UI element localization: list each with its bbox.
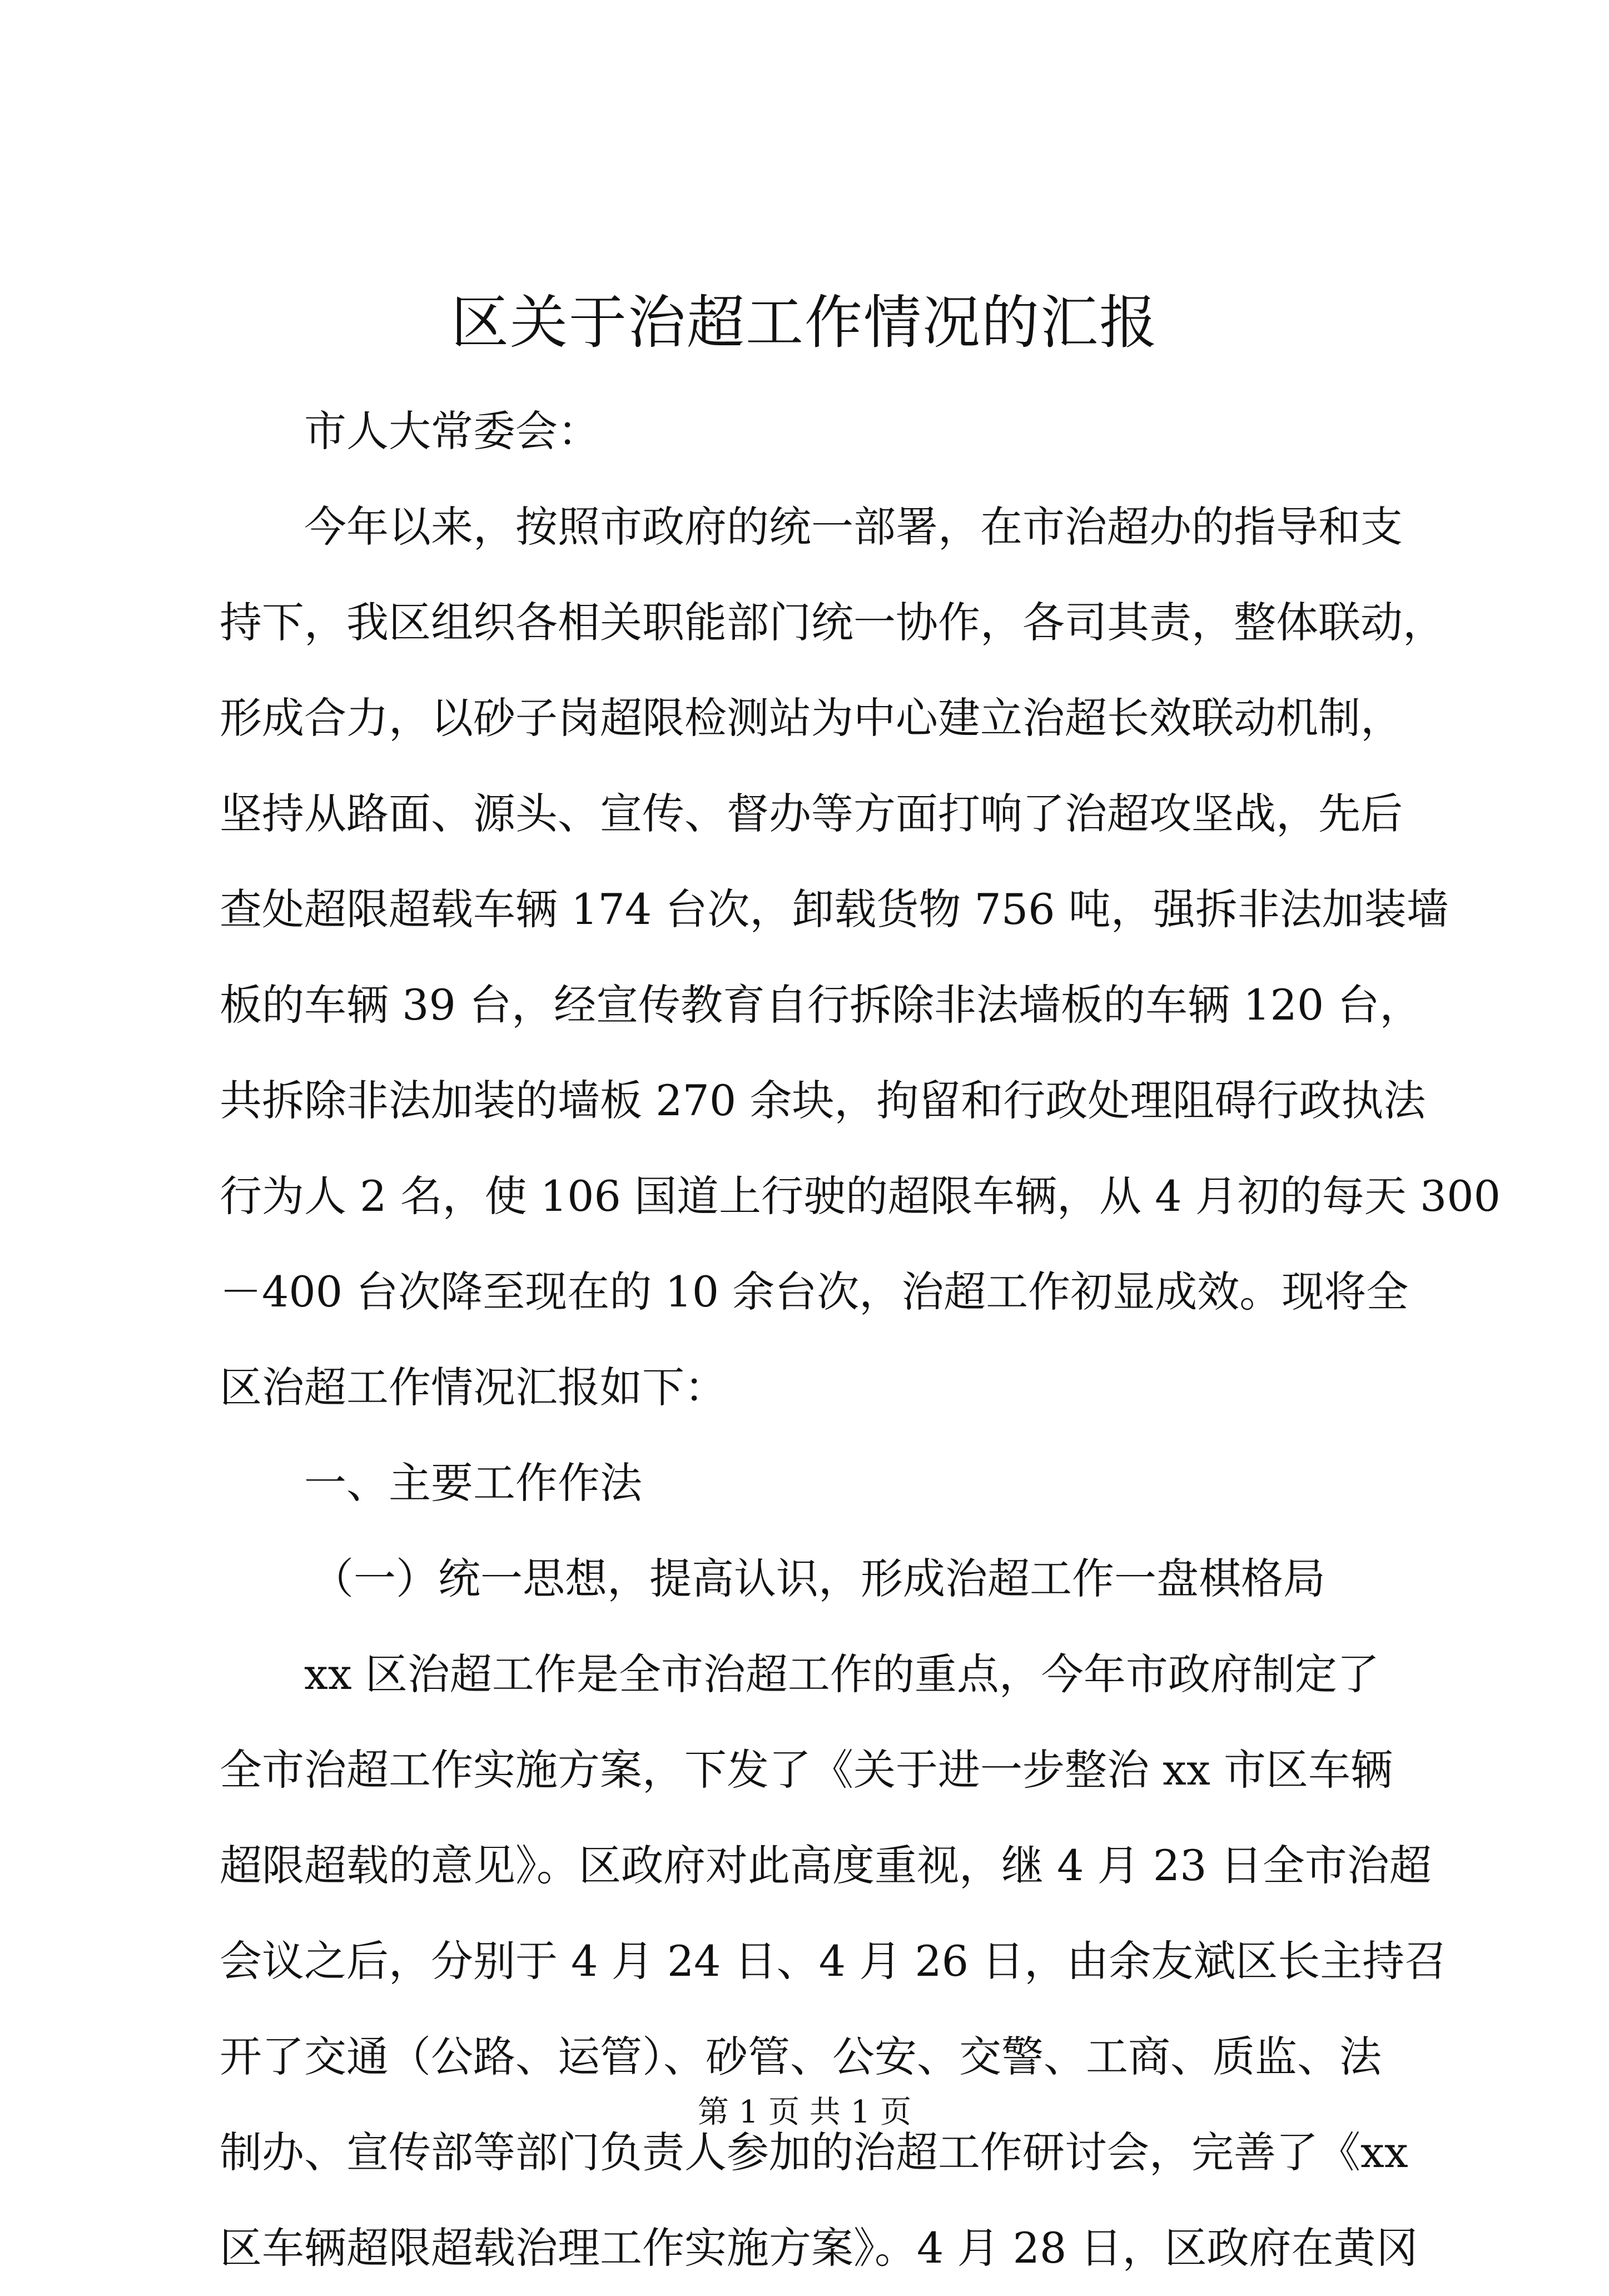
paragraph-line: 形成合力，以砂子岗超限检测站为中心建立治超长效联动机制，	[220, 693, 1403, 743]
paragraph-line: 共拆除非法加装的墙板 270 余块，拘留和行政处理阻碍行政执法	[220, 1076, 1426, 1125]
paragraph-line: 持下，我区组织各相关职能部门统一协作，各司其责，整体联动，	[220, 598, 1445, 647]
document-title: 区关于治超工作情况的汇报	[450, 289, 1158, 356]
section-heading: 一、主要工作作法	[304, 1458, 642, 1508]
paragraph-line: 查处超限超载车辆 174 台次，卸载货物 756 吨，强拆非法加装墙	[220, 884, 1449, 934]
paragraph-line: xx 区治超工作是全市治超工作的重点，今年市政府制定了	[304, 1649, 1379, 1699]
paragraph-line: 超限超载的意见》。区政府对此高度重视，继 4 月 23 日全市治超	[220, 1841, 1432, 1890]
paragraph-line: 会议之后，分别于 4 月 24 日、4 月 26 日，由余友斌区长主持召	[220, 1936, 1447, 1986]
paragraph-line: 板的车辆 39 台，经宣传教育自行拆除非法墙板的车辆 120 台，	[220, 980, 1422, 1030]
paragraph-line: －400 台次降至现在的 10 余台次，治超工作初显成效。现将全	[220, 1267, 1409, 1316]
paragraph-line: 区治超工作情况汇报如下：	[220, 1363, 727, 1412]
salutation-line: 市人大常委会：	[304, 406, 600, 456]
paragraph-line: 今年以来，按照市政府的统一部署，在市治超办的指导和支	[304, 502, 1403, 551]
paragraph-line: 区车辆超限超载治理工作实施方案》。4 月 28 日，区政府在黄冈	[220, 2223, 1418, 2273]
subsection-heading: （一）统一思想，提高认识，形成治超工作一盘棋格局	[311, 1554, 1325, 1603]
paragraph-line: 制办、宣传部等部门负责人参加的治超工作研讨会，完善了《xx	[220, 2128, 1408, 2177]
paragraph-line: 全市治超工作实施方案，下发了《关于进一步整治 xx 市区车辆	[220, 1745, 1393, 1795]
paragraph-line: 坚持从路面、源头、宣传、督办等方面打响了治超攻坚战，先后	[220, 789, 1403, 838]
page-number-footer: 第 1 页 共 1 页	[697, 2094, 912, 2130]
paragraph-line: 开了交通（公路、运管）、砂管、公安、交警、工商、质监、法	[220, 2032, 1382, 2081]
document-body	[220, 384, 1501, 2296]
paragraph-line: 行为人 2 名，使 106 国道上行驶的超限车辆，从 4 月初的每天 300	[220, 1171, 1501, 1221]
